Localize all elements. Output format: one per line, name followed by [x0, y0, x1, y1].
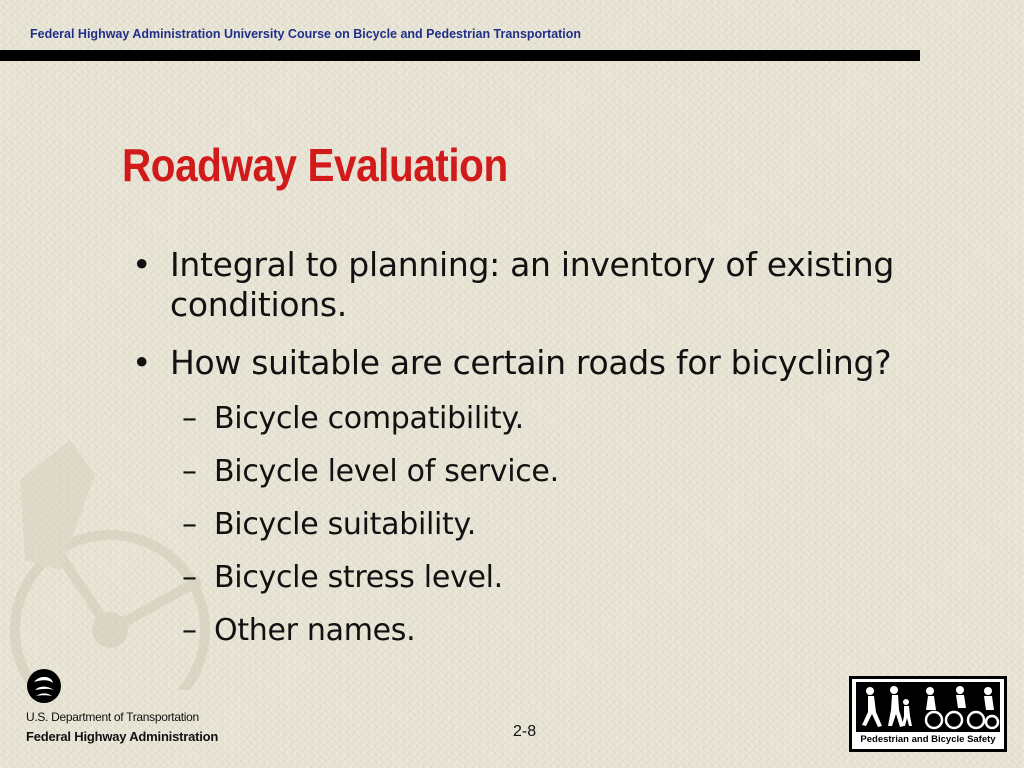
sub-bullet-text: Bicycle compatibility.	[214, 401, 524, 436]
course-header: Federal Highway Administration University Course on Bicycle and Pedestrian Transportation	[30, 27, 582, 41]
sub-bullet-text: Bicycle level of service.	[214, 454, 559, 489]
ped-logo-caption: Pedestrian and Bicycle Safety	[860, 734, 996, 745]
header-rule	[0, 50, 920, 61]
sub-bullet-marker: –	[182, 454, 197, 489]
dot-department-label: U.S. Department of Transportation	[26, 710, 199, 724]
sub-bullet-text: Other names.	[214, 613, 416, 648]
sub-bullet-marker: –	[182, 401, 197, 436]
ped-bike-safety-logo	[849, 676, 1007, 752]
page-number: 2-8	[513, 723, 537, 740]
sub-bullet-item	[130, 401, 990, 437]
pedestrian-bicycle-icons	[856, 682, 1000, 732]
bullet-text: How suitable are certain roads for bicycling?	[170, 343, 892, 382]
sub-bullet-marker: –	[182, 613, 197, 648]
sub-bullet-marker: –	[182, 507, 197, 542]
bullet-item	[130, 245, 990, 325]
bullet-marker: •	[132, 245, 152, 284]
bullet-text: Integral to planning: an inventory of existing conditions.	[170, 245, 894, 324]
sub-bullet-text: Bicycle suitability.	[214, 507, 476, 542]
bullet-item	[130, 343, 990, 383]
bullet-marker: •	[132, 343, 152, 382]
sub-bullet-item	[130, 454, 990, 490]
sub-bullet-item	[130, 507, 990, 543]
sub-bullet-marker: –	[182, 560, 197, 595]
slide-title: Roadway Evaluation	[122, 139, 508, 191]
sub-bullet-item	[130, 560, 990, 596]
slide-body	[130, 245, 990, 666]
fhwa-label: Federal Highway Administration	[26, 729, 219, 744]
dot-logo-icon	[26, 668, 62, 704]
sub-bullet-text: Bicycle stress level.	[214, 560, 503, 595]
sub-bullet-item	[130, 613, 990, 649]
